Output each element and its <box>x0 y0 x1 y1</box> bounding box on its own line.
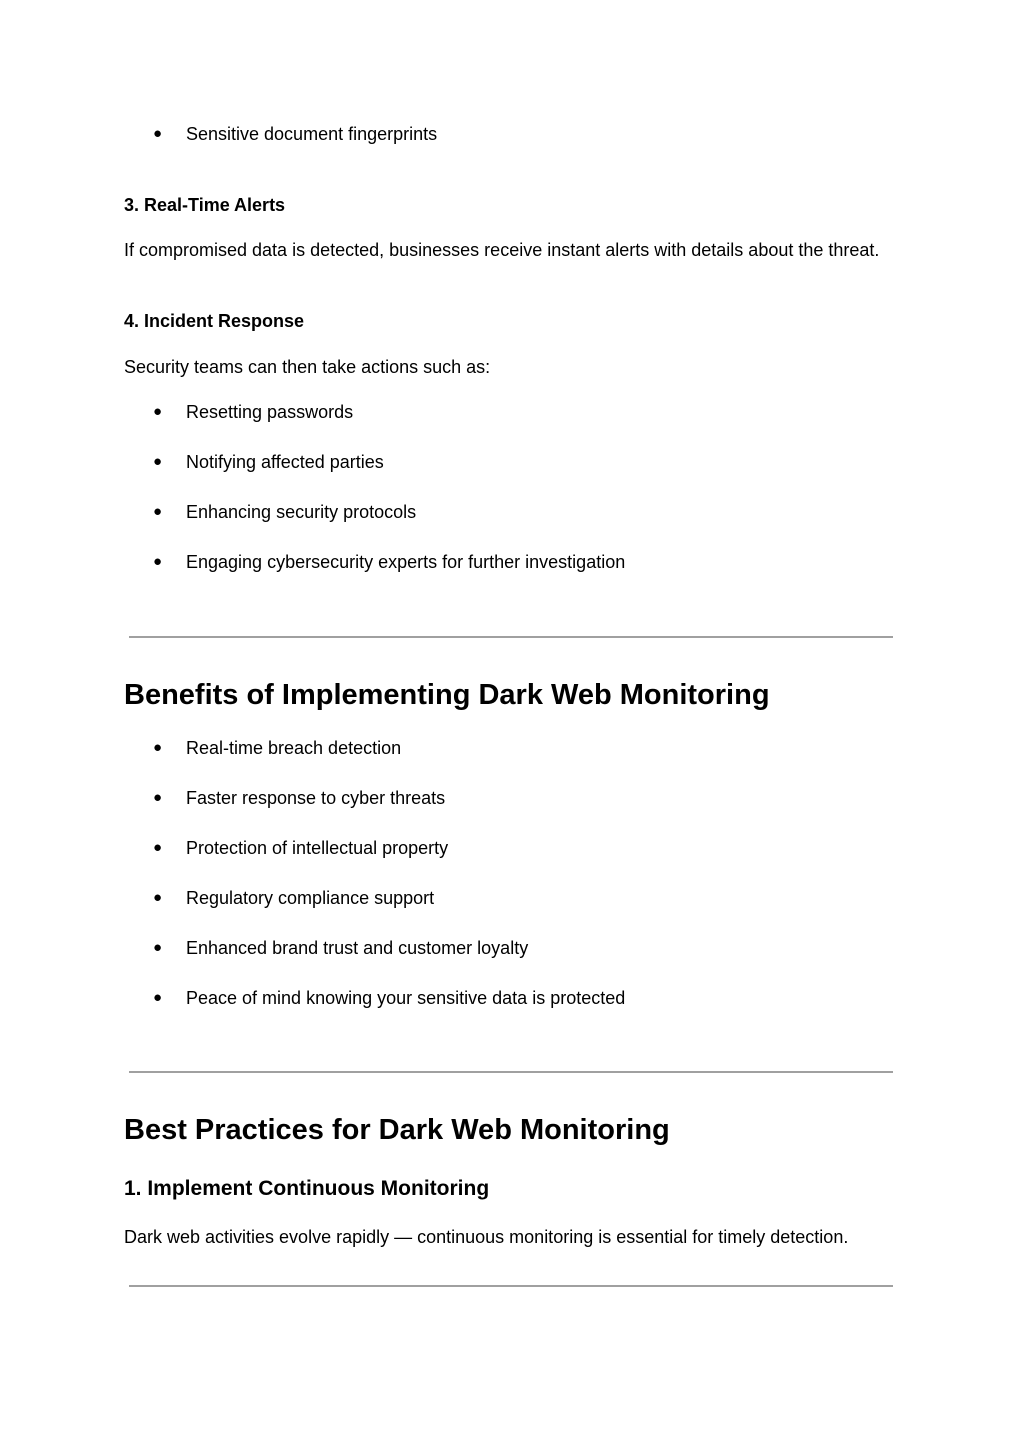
step-heading-incident-response: 4. Incident Response <box>124 311 305 331</box>
list-item-text: Resetting passwords <box>186 402 354 422</box>
bullet-icon: ● <box>153 789 163 806</box>
bullet-icon: ● <box>153 989 163 1006</box>
bullet-icon: ● <box>153 403 163 420</box>
horizontal-rule <box>129 1071 893 1073</box>
list-item-text: Real-time breach detection <box>186 738 402 758</box>
list-item <box>0 400 1024 424</box>
list-item-text: Enhanced brand trust and customer loyalty <box>186 938 529 958</box>
bullet-icon: ● <box>153 503 163 520</box>
list-item-text: Notifying affected parties <box>186 452 384 472</box>
list-item <box>0 736 1024 760</box>
list-item <box>0 786 1024 810</box>
list-item <box>0 886 1024 910</box>
bullet-icon: ● <box>153 125 163 142</box>
bullet-icon: ● <box>153 839 163 856</box>
horizontal-rule <box>129 636 893 638</box>
step-heading-real-time-alerts: 3. Real-Time Alerts <box>124 195 286 215</box>
list-item <box>0 122 1024 146</box>
list-item <box>0 986 1024 1010</box>
list-item <box>0 550 1024 574</box>
list-item-text: Protection of intellectual property <box>186 838 449 858</box>
bullet-icon: ● <box>153 553 163 570</box>
list-item <box>0 500 1024 524</box>
list-item-text: Peace of mind knowing your sensitive data is protected <box>186 988 626 1008</box>
section-heading-benefits: Benefits of Implementing Dark Web Monitoring <box>124 679 770 711</box>
subsection-heading-continuous-monitoring: 1. Implement Continuous Monitoring <box>124 1177 490 1200</box>
list-item-text: Faster response to cyber threats <box>186 788 446 808</box>
subsection-paragraph-continuous-monitoring: Dark web activities evolve rapidly — continuous monitoring is essential for timely detection. <box>124 1227 849 1247</box>
bullet-icon: ● <box>153 939 163 956</box>
horizontal-rule <box>129 1285 893 1287</box>
list-item-text: Engaging cybersecurity experts for further investigation <box>186 552 626 572</box>
list-item <box>0 836 1024 860</box>
step-paragraph-real-time-alerts: If compromised data is detected, businesses receive instant alerts with details about the threat. <box>124 240 880 260</box>
bullet-icon: ● <box>153 453 163 470</box>
list-item-text: Sensitive document fingerprints <box>186 124 438 144</box>
bullet-icon: ● <box>153 739 163 756</box>
step-paragraph-incident-response: Security teams can then take actions such as: <box>124 357 491 377</box>
section-heading-best-practices: Best Practices for Dark Web Monitoring <box>124 1114 670 1146</box>
list-item <box>0 450 1024 474</box>
bullet-icon: ● <box>153 889 163 906</box>
list-item-text: Regulatory compliance support <box>186 888 435 908</box>
list-item <box>0 936 1024 960</box>
list-item-text: Enhancing security protocols <box>186 502 417 522</box>
